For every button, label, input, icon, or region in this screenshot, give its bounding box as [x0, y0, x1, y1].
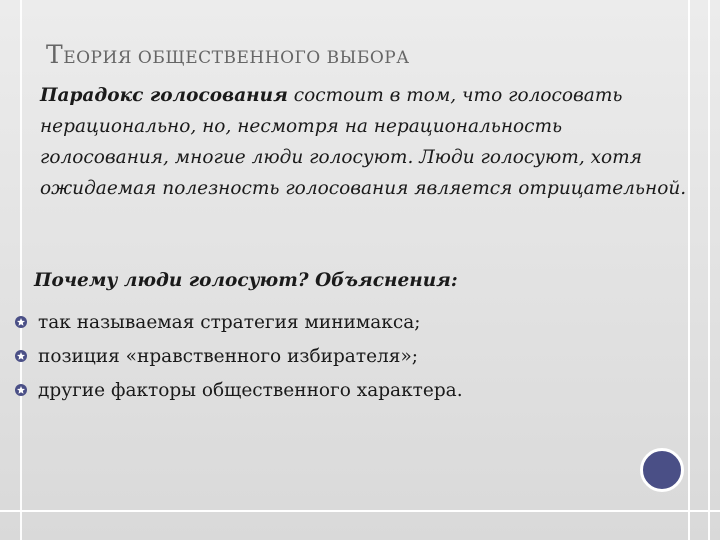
list-item-text: так называемая стратегия минимакса; [38, 311, 421, 333]
list-item [14, 339, 674, 373]
paradox-term: Парадокс голосования [40, 85, 288, 106]
paradox-paragraph [40, 80, 690, 204]
bullet-icon [14, 349, 28, 363]
slide-circle-ornament [640, 448, 684, 492]
list-item [14, 305, 674, 339]
list-item-text: позиция «нравственного избирателя»; [38, 345, 418, 367]
question-heading: Почему люди голосуют? Объяснения: [34, 270, 458, 291]
slide-title [46, 40, 410, 69]
slide-title-cap: Т [46, 40, 64, 69]
bullet-icon [14, 383, 28, 397]
slide-title-rest: ЕОРИЯ ОБЩЕСТВЕННОГО ВЫБОРА [63, 48, 410, 68]
list-item-text: другие факторы общественного характера. [38, 379, 463, 401]
bullet-icon [14, 315, 28, 329]
frame-line-bottom [0, 510, 720, 512]
frame-line-right [688, 0, 710, 540]
paradox-text: состоит в том, что голосовать нерационально, но, несмотря на нерациональность голосования, многие люди голосуют. Люди голосуют, хотя ожидаемая полезность голосования является отрицательной. [40, 85, 687, 199]
frame-line-left [20, 0, 22, 540]
list-item [14, 373, 674, 407]
explanations-list [14, 305, 674, 407]
